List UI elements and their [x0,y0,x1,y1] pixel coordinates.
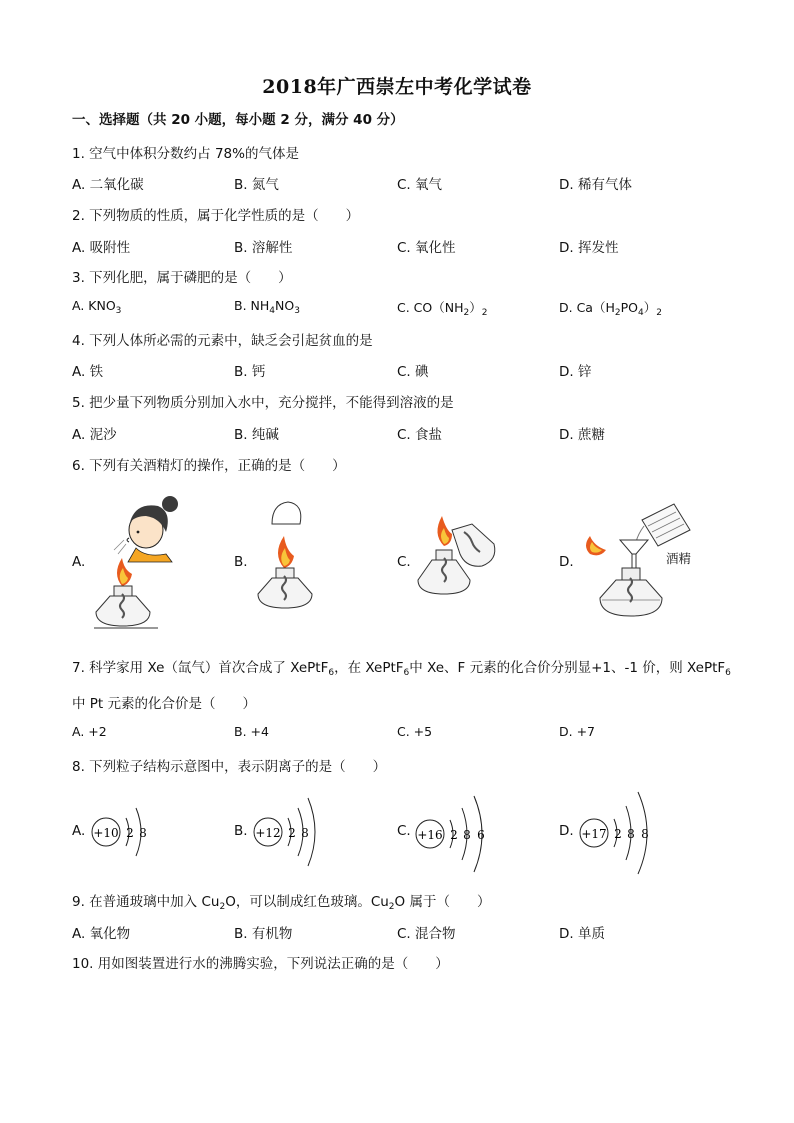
q6-label-c: C. [397,554,411,570]
alcohol-lamp-icon [600,568,662,616]
q9-option-a: A. 氧化物 [72,926,131,942]
flame-icon [586,536,606,555]
q8-label-b: B. [234,823,248,839]
question-10: 10. 用如图装置进行水的沸腾实验，下列说法正确的是（ ） [72,956,449,972]
question-1: 1. 空气中体积分数约占 78%的气体是 [72,146,299,162]
q1-option-c: C. 氧气 [397,177,443,193]
q5-option-a: A. 泥沙 [72,427,117,443]
flame-icon [437,516,452,546]
shell-electrons: 6 [477,828,485,842]
q3-option-b: B. $NH_4NO_3$ [234,298,300,316]
q7-option-c: C. +5 [397,724,433,739]
question-4: 4. 下列人体所必需的元素中，缺乏会引起贫血的是 [72,333,373,349]
alcohol-lamp-icon [258,568,312,608]
shell-electrons: 2 [450,828,458,842]
nucleus-charge: +10 [93,826,119,840]
shell-electrons: 8 [641,827,649,841]
question-6: 6. 下列有关酒精灯的操作，正确的是（ ） [72,458,346,474]
q7-option-a: A. +2 [72,724,107,739]
shell-electrons: 2 [614,827,622,841]
q1-option-b: B. 氮气 [234,177,279,193]
figure-lamp-with-cap [250,494,320,618]
q3-option-c: C. $CO(NH_2)_2$ [397,300,488,318]
question-5: 5. 把少量下列物质分别加入水中，充分搅拌，不能得到溶液的是 [72,395,454,411]
shell-electrons: 8 [463,828,471,842]
q2-option-a: A. 吸附性 [72,240,131,256]
q4-option-b: B. 钙 [234,364,266,380]
shell-electrons: 8 [627,827,635,841]
shell-electrons: 8 [139,826,147,840]
q6-label-b: B. [234,554,248,570]
figure-blowing-lamp [88,488,188,632]
nucleus-charge: +12 [255,826,281,840]
q5-option-c: C. 食盐 [397,427,443,443]
beaker-icon [642,504,690,546]
q4-option-c: C. 碘 [397,364,429,380]
q4-option-d: D. 锌 [559,364,592,380]
q5-option-b: B. 纯碱 [234,427,279,443]
q8-label-c: C. [397,823,411,839]
person-head-icon [127,496,178,562]
q7-option-d: D. +7 [559,724,595,739]
q9-option-b: B. 有机物 [234,926,293,942]
figure-lamp-lighting-lamp [412,510,502,616]
q6-label-a: A. [72,554,86,570]
atom-diagram-a [88,796,168,872]
atom-diagram-c [412,790,502,874]
breath-lines [114,540,126,554]
question-3: 3. 下列化肥，属于磷肥的是（ ） [72,270,292,286]
alcohol-lamp-icon [94,586,158,628]
nucleus-charge: +16 [417,828,443,842]
electron-shell [308,798,315,866]
q2-option-c: C. 氧化性 [397,240,456,256]
atom-diagram-b [250,794,330,870]
q1-option-a: A. 二氧化碳 [72,177,144,193]
q2-option-b: B. 溶解性 [234,240,293,256]
question-7-line-2: 中 Pt 元素的化合价是（ ） [72,696,257,712]
shell-electrons: 2 [288,826,296,840]
question-2: 2. 下列物质的性质，属于化学性质的是（ ） [72,208,360,224]
shell-electrons: 8 [301,826,309,840]
q5-option-d: D. 蔗糖 [559,427,605,443]
q9-option-c: C. 混合物 [397,926,456,942]
atom-diagram-d [574,788,664,876]
shell-electrons: 2 [126,826,134,840]
lamp-cap-icon [272,502,301,524]
q3-option-a: A. $KNO_3$ [72,298,122,316]
question-8: 8. 下列粒子结构示意图中，表示阴离子的是（ ） [72,759,387,775]
q7-option-b: B. +4 [234,724,269,739]
section-heading: 一、选择题（共 20 小题，每小题 2 分，满分 40 分） [72,112,404,128]
tilted-lamp-icon [452,524,495,566]
q1-option-d: D. 稀有气体 [559,177,632,193]
q4-option-a: A. 铁 [72,364,104,380]
q2-option-d: D. 挥发性 [559,240,619,256]
alcohol-label: 酒精 [666,551,692,566]
q6-label-d: D. [559,554,574,570]
page-title: 2018年广西崇左中考化学试卷 [262,76,532,98]
question-7-line-1: 7. 科学家用 Xe（氙气）首次合成了 XePtF$_6$，在 XePtF$_6$中 Xe、F 元素的化合价分别显+1、-1 价，则 XePtF$_6$ [72,660,731,678]
q8-label-a: A. [72,823,86,839]
q8-label-d: D. [559,823,574,839]
question-9: 9. 在普通玻璃中加入 $Cu_2O$，可以制成红色玻璃。$Cu_2O$ 属于（ ） [72,894,491,912]
q3-option-d: D. $Ca(H_2PO_4)_2$ [559,300,662,318]
flame-icon [278,536,294,568]
q9-option-d: D. 单质 [559,926,605,942]
nucleus-charge: +17 [581,827,607,841]
